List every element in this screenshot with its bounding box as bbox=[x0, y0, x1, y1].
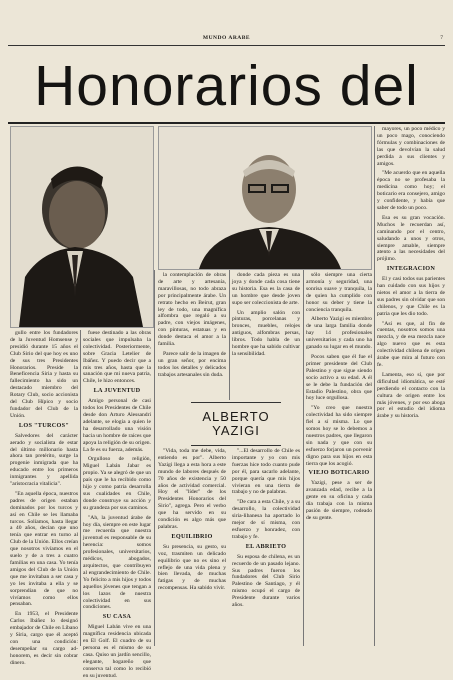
pull-quote-name: ALBERTO YAZIGI bbox=[191, 402, 281, 446]
portrait-image-left bbox=[11, 127, 153, 327]
paragraph: "De cara a esta Chile, y a su desarrollo, la colectividad siria-libanesa ha aportado lo mejor de sí misma, con esfuerzo y honradez, con trabajo y fe. bbox=[232, 499, 300, 540]
paragraph: mayores, un poco médico y un poco mago, conociendo fórmulas y combinaciones de las que devolvían la salud perdida a sus clientes y amigos. bbox=[377, 126, 445, 167]
column-rule bbox=[374, 126, 375, 646]
section-heading: EL ABRIETO bbox=[245, 542, 287, 550]
paragraph: gullo entre los fundadores de la Juventud Homsense y presidió durante 15 años el Club Sirio del que hoy es uno de sus tres Presidentes Honorarios. Preside la Beneficencia Siria y hasta su fallecimiento ha sido un destacado miembro del Rotary Club, socio accionista del Club Hípico y socio fundador del Club de la Unión. bbox=[10, 330, 78, 419]
header-rule bbox=[8, 45, 445, 46]
section-heading: LA JUVENTUD bbox=[93, 387, 141, 395]
paragraph: Esa es su gran vocación. Muchos le recuerdan así, caminando por el centro, saludando a unos y otros, siempre amable, siempre atento a las necesidades del prójimo. bbox=[377, 214, 445, 263]
paragraph: Orgulloso de religión, Miguel Labán Jabar es propio. Ya se alegró de que un país que le ha recibido como hijo y como patria desarrolla sus cualidades en Chile, donde construye su acción y su grandeza por sus caminos. bbox=[83, 456, 151, 511]
paragraph: Salvedores del carácter aerado y socialista de estar del último millonario hasta ahora tan pretérito, surge la progenie inmigrada que ha educado entre los primeros inmigrantes y apellida "aristocracia vitalicia". bbox=[10, 432, 78, 488]
paragraph: "Ah, la juventud árabe de hoy día, siempre en este lugar me recuerda que nuestra juventud es responsable de su herencia: somos profesionales, universitarios, médicos, abogados, arquitectos, que contribuyen al engrandecimiento de Chile. Yo felicito a mis hijos y todos aquellos jóvenes que tengan a los lazos de nuestra colectividad en sus condiciones. bbox=[83, 514, 151, 611]
paragraph: Yazigi, pese a ser de avanzada edad, recibe a la gente en su oficina y cada día trabaja con la misma pasión de siempre, rodeado de su gente. bbox=[306, 480, 372, 521]
article-headline: Honorarios del bbox=[34, 54, 419, 118]
paragraph: la contemplación de obras de arte y artesanía, maravillosas, no todo abraza por principalmente árabe. Un retrato hecho en Beirut, gran ley de todo, una magnífica alfombra que regaló a su padre, con viejos imágenes, con pinturas, estatuas y en donde destaca el amor a la familia. bbox=[158, 272, 226, 348]
paragraph: sólo siempre una cierta armonía y seguridad, una sonrisa suave y tranquila, la de quien ha cumplido con honor su deber y tiene la conciencia tranquila. bbox=[306, 272, 372, 313]
paragraph: Miguel Labán vive en una magnífica residencia ubicada en El Golf. El cuadro de su persona es el mismo de su casa. Quiso un jardín sencillo, elegante, hogareño que conserva tal como lo recibió en su juventud. bbox=[83, 624, 151, 679]
paragraph: "Me acuerdo que en aquella época no se profesaba la medicina como hoy; el boticario era consejero, amigo y confidente, y había que saber de todo un poco. bbox=[377, 170, 445, 211]
column-rule bbox=[80, 330, 81, 646]
paragraph: Alberto Yazigi es miembro de una larga familia donde hay 14 profesionales universitarios y cada uno ha ganado su lugar en el mundo. bbox=[306, 316, 372, 351]
paragraph: "...El desarrollo de Chile es importante y yo con mis fuerzas hice todo cuanto pude por él, para sacarlo adelante, porque quería que mis hijos vivieran en una tierra de trabajo y no de palabras. bbox=[232, 448, 300, 496]
paragraph: "Yo creo que nuestra colectividad ha sido siempre fiel a sí misma. Lo que somos hoy se lo debemos a nuestros padres, que llegaron sin nada y que con su esfuerzo forjaron un porvenir digno para sus hijos en esta tierra que los acogió. bbox=[306, 405, 372, 467]
paragraph: donde cada pieza es una joya y donde cada cosa tiene su historia. Esa es la casa de un hombre que desde joven supo ser coleccionista de arte. bbox=[232, 272, 300, 306]
page-number: 7 bbox=[440, 35, 443, 41]
masthead: MUNDO ARABE bbox=[202, 35, 251, 41]
paragraph: Su presencia, su gesto, su voz, trasmiten un delicado equilibrio que no es sino el reflejo de una vida plena y bien llevada, de muchas fatigas y de muchas recompensas. Ha sabido vivir. bbox=[158, 543, 226, 592]
section-heading: LOS "TURCOS" bbox=[18, 421, 70, 429]
portrait-photo-left bbox=[10, 126, 154, 328]
article-column-4 bbox=[232, 272, 300, 400]
headline-rule bbox=[8, 122, 445, 124]
paragraph: "Vida, toda me debe, vida, entiendo es por". Alberto Yazigi llega a esta hora a este mundo de labores después de 70 años de existencia y 50 años de actividad comercial. Hoy el "líder" de los Presidentes Honorarios del Sirio", agrega. Pero el verbo que ha servido en su condición es algo más que palabras. bbox=[158, 448, 226, 530]
column-rule bbox=[229, 270, 230, 400]
paragraph: Amigo personal de casi todos los Presidentes de Chile desde don Arturo Alessandri adelante, se elogia a quien le ha desarrollado una visión hacia un hombre de raíces que apoya la religión de su origen. La fe es su fuerza, además. bbox=[83, 398, 151, 453]
paragraph: Pocos saben que él fue el primer presidente del Club Palestino y que sigue siendo socio activo a su edad. A él se le debe la fundación del Estadio Palestino, obra que hoy luce orgullosa. bbox=[306, 353, 372, 402]
portrait-image-center bbox=[159, 127, 371, 269]
page-header bbox=[8, 35, 445, 45]
paragraph: Lamenta, eso sí, que por dificultad idiomática, se esté perdiendo el contacto con la cultura de origen entre los más jóvenes, y por eso aboga por el estudio del idioma árabe y su historia. bbox=[377, 371, 445, 420]
paragraph: "En aquella época, nuestros padres de origen estaban dominados por los turcos y así en Chile se les llamaba turcos. Solíamos, hasta llegar a 40 años, decían que uno tenía que entrar en turno al Club de la Unión. Ellos creían que nosotros vivíamos en el suelo y de a tres a cuatro familias en una casa. Yo tenía amigos del Club de la Unión que me invitaban a ser casa y yo les invitaba a ella y se sorprendían de que no vivíamos como ellos pensaban. bbox=[10, 490, 78, 608]
paragraph: Un amplio salón con pinturas, porcelanas y bronces, muebles, relojes antiguos, alfombras persas, libros. Todo habla de un hombre que ha sabido cultivar la sensibilidad. bbox=[232, 309, 300, 357]
article-column-4b bbox=[232, 448, 300, 646]
article-column-3 bbox=[158, 272, 226, 400]
article-column-6 bbox=[377, 126, 445, 646]
paragraph: El y casi todos sus parientes han cuidado con sus hijos y nietos el amor a la tierra de sus padres sin olvidar que son chilenos, y que Chile es la patria que les dio todo. bbox=[377, 276, 445, 317]
article-column-3b bbox=[158, 448, 226, 646]
article-column-5 bbox=[306, 272, 372, 646]
section-heading: EQUILIBRIO bbox=[171, 532, 213, 540]
column-rule bbox=[154, 270, 155, 646]
paragraph: Parece salir de la imagen de un gran señor, por encima todos los detalles y delicados trabajos artesanales sin duda. bbox=[158, 350, 226, 378]
portrait-photo-center bbox=[158, 126, 372, 270]
paragraph: En 1953, el Presidente Carlos Ibáñez lo designó embajador de Chile en Líbano y Siria, cargo que él aceptó con una condición: desempeñar su cargo ad-honorem, es decir sin cobrar dinero. bbox=[10, 611, 78, 666]
section-heading: SU CASA bbox=[102, 613, 132, 621]
paragraph: fuese destinado a las obras sociales que impulsaba la colectividad. Posteriormente, sobre Gracia Letelier de Ibáñez. Y puedo decir que a mis tres años, hasta que la sanación que mi nueva patria, Chile, le hizo entonces. bbox=[83, 330, 151, 385]
section-heading: INTEGRACION bbox=[386, 265, 436, 273]
paragraph: "Así es que, al fin de cuentas, nosotros somos una mezcla, y de esa mezcla nace algo nuevo que es esta colectividad chilena de origen árabe que mira al futuro con fe. bbox=[377, 320, 445, 368]
paragraph: Su esposa de chilena, es un recuerdo de un pasado lejano. Sus padres fueron los fundadores del Club Sirio Palestino de Santiago, y él mismo ocupó el cargo de Presidente durante varios años. bbox=[232, 553, 300, 609]
article-column-2 bbox=[83, 330, 151, 679]
article-column-1 bbox=[10, 330, 78, 666]
column-rule bbox=[303, 270, 304, 646]
section-heading: VIEJO BOTICARIO bbox=[308, 469, 370, 477]
